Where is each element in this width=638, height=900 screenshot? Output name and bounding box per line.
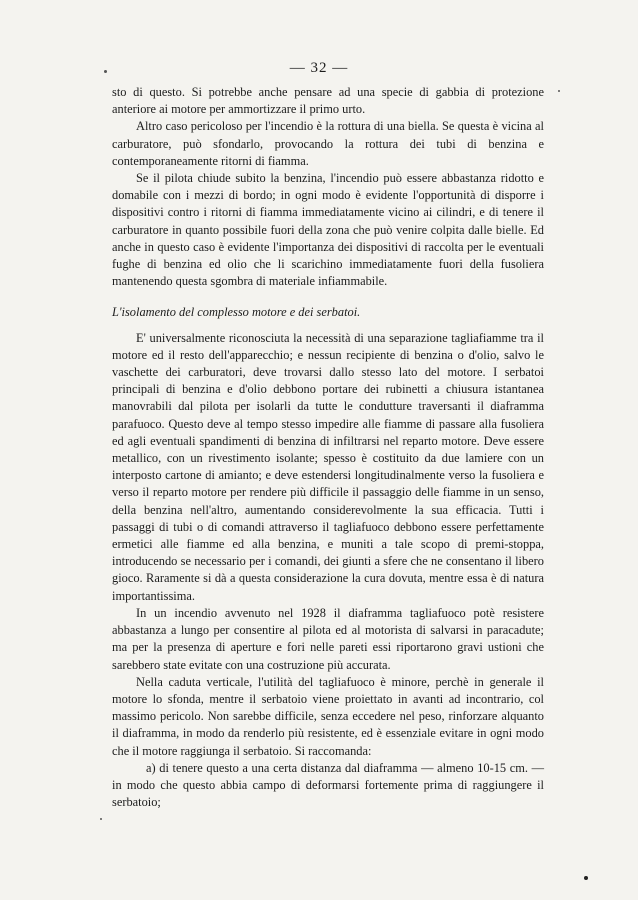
- paper-speck: [100, 818, 102, 820]
- paragraph-caduta-verticale: Nella caduta verticale, l'utilità del tagliafuoco è minore, perchè in generale il motore lo sfonda, mentre il serbatoio viene proiettato in avanti ad incontrario, col massimo pericolo. Non sarebbe difficile, senza eccedere nel peso, rinforzare alquanto il diaframma, in modo da renderlo più resistente, ed è essenziale evitare in ogni modo che il motore raggiunga il serbatoio. Si raccomanda:: [112, 674, 544, 758]
- list-item-a: a) di tenere questo a una certa distanza dal diaframma — almeno 10-15 cm. — in modo che questo abbia campo di deformarsi fortemente prima di raggiungere il serbatoio;: [112, 760, 544, 810]
- paragraph-incendio-1928: In un incendio avvenuto nel 1928 il diaframma tagliafuoco potè resistere abbastanza a lungo per consentire al pilota ed al motorista di salvarsi in paracadute; ma per la presenza di aperture e fori nelle pareti essi riportarono gravi ustioni che sarebbero state evitate con una costruzione più accurata.: [112, 605, 544, 672]
- paragraph-separazione: E' universalmente riconosciuta la necessità di una separazione tagliafiamme tra il motore ed il resto dell'apparecchio; e nessun recipiente di benzina o d'olio, salvo le vaschette dei carburatori, deve trovarsi dallo stesso lato del motore. I serbatoi principali di benzina e d'olio debbono portare dei rubinetti a chiusura istantanea manovrabili dal pilota per isolarli da tutte le condutture traversanti il diaframma parafuoco. Questo deve al tempo stesso impedire alle fiamme di passare alla fusoliera ed agli eventuali spandimenti di benzina di infiltrarsi nel reparto motore. Deve essere metallico, con un rivestimento isolante; spesso è costituito da due lamiere con un interposto cartone di amianto; e deve estendersi longitudinalmente verso la fusoliera e verso il reparto motore per rendere più difficile il passaggio delle fiamme in un senso, della benzina nell'altro, aumentando considerevolmente la sua efficacia. Tutti i passaggi di tubi o di comandi attraverso il tagliafuoco debbono essere perfettamente ermetici alle fiamme ed alla benzina, e muniti a tale scopo di premi-stoppa, introducendo se necessario per i comandi, dei giunti a sfere che ne consentano il libero gioco. Raramente si dà a questa considerazione la cura dovuta, mentre essa è di natura importantissima.: [112, 330, 544, 603]
- paragraph-biella: Altro caso pericoloso per l'incendio è la rottura di una biella. Se questa è vicina al carburatore, può sfondarlo, provocando la rottura dei tubi di benzina e contemporaneamente ritorni di fiamma.: [112, 119, 544, 168]
- paper-speck: [104, 70, 107, 73]
- paragraph-pilota: Se il pilota chiude subito la benzina, l'incendio può essere abbastanza ridotto e domabile con i mezzi di bordo; in ogni modo è evidente l'opportunità di disporre i dispositivi contro i ritorni di fiamma immediatamente vicino ai cilindri, e di tenere il carburatore in quanto possibile fuori della zona che può venire colpita dalle bielle. Ed anche in questo caso è evidente l'importanza dei dispositivi di raccolta per le eventuali fughe di benzina ed olio che li scarichino immediatamente fuori della fusoliera mantenendo questa sgombra di materiale infiammabile.: [112, 171, 544, 289]
- paper-speck: [584, 876, 588, 880]
- paragraph-continuation: sto di questo. Si potrebbe anche pensare ad una specie di gabbia di protezione anteriore ai motore per ammortizzare il primo urto.: [112, 85, 544, 117]
- page-number: — 32 —: [289, 60, 349, 76]
- paper-speck: [558, 90, 560, 92]
- section-title: L'isolamento del complesso motore e dei serbatoi.: [112, 305, 361, 320]
- page-body: [112, 84, 544, 811]
